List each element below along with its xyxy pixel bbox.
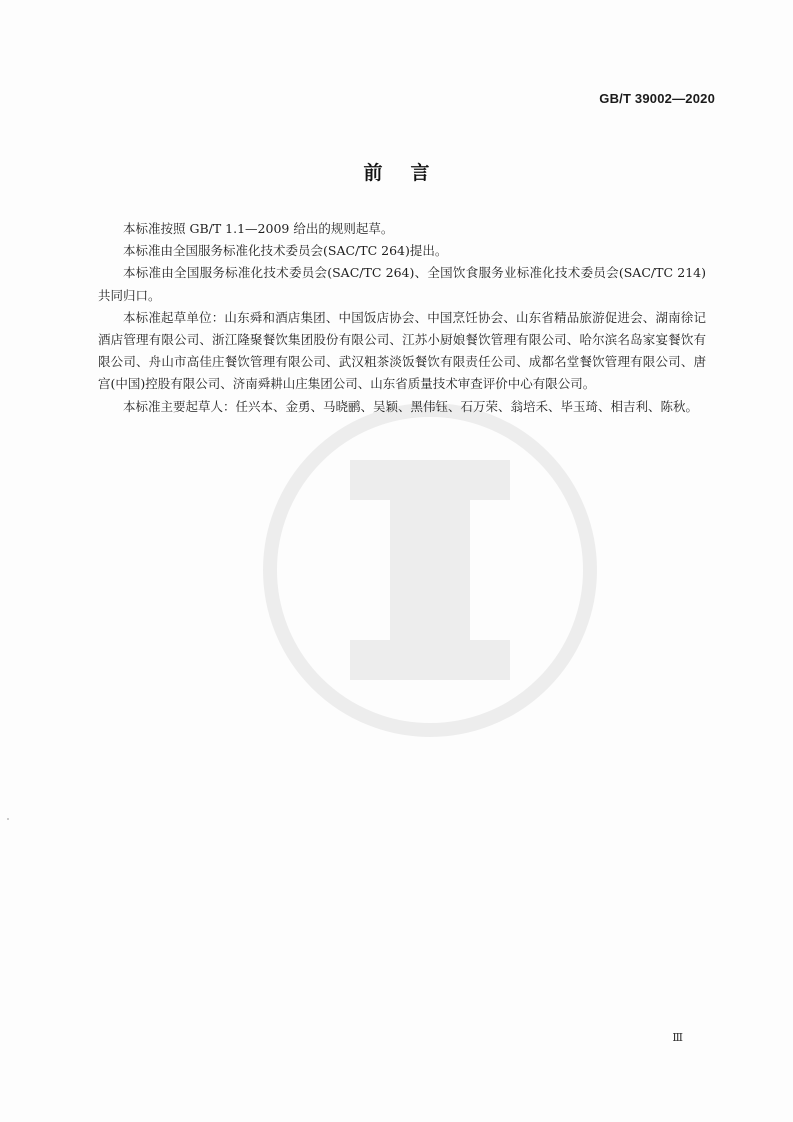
paragraph-proposer: 本标准由全国服务标准化技术委员会(SAC/TC 264)提出。 [123, 243, 448, 259]
page-number: Ⅲ [672, 1031, 683, 1044]
paragraph-drafters: 本标准主要起草人：任兴本、金勇、马晓鹂、吴颖、黑伟钰、石万荣、翁培禾、毕玉琦、相吉利、陈秋。 [123, 398, 699, 414]
paragraph-drafting-units: 本标准起草单位：山东舜和酒店集团、中国饭店协会、中国烹饪协会、山东省精品旅游促进会、湖南徐记酒店管理有限公司、浙江隆聚餐饮集团股份有限公司、江苏小厨娘餐饮管理有限公司、哈尔滨名岛家宴餐饮有限公司、舟山市高佳庄餐饮管理有限公司、武汉粗茶淡饭餐饮有限责任公司、成都名堂餐饮管理有限公司、唐宫(中国)控股有限公司、济南舜耕山庄集团公司、山东省质量技术审查评价中心有限公司。 [98, 309, 706, 392]
paragraph-centralized-by: 本标准由全国服务标准化技术委员会(SAC/TC 264)、全国饮食服务业标准化技术委员会(SAC/TC 214)共同归口。 [98, 265, 706, 303]
foreword-body [98, 218, 706, 418]
watermark-emblem-icon [240, 400, 620, 740]
page-title: 前言 [363, 162, 458, 184]
document-code: GB/T 39002—2020 [599, 91, 715, 106]
scan-artifact [7, 818, 9, 820]
paragraph-drafting-rules: 本标准按照 GB/T 1.1—2009 给出的规则起草。 [123, 221, 394, 236]
